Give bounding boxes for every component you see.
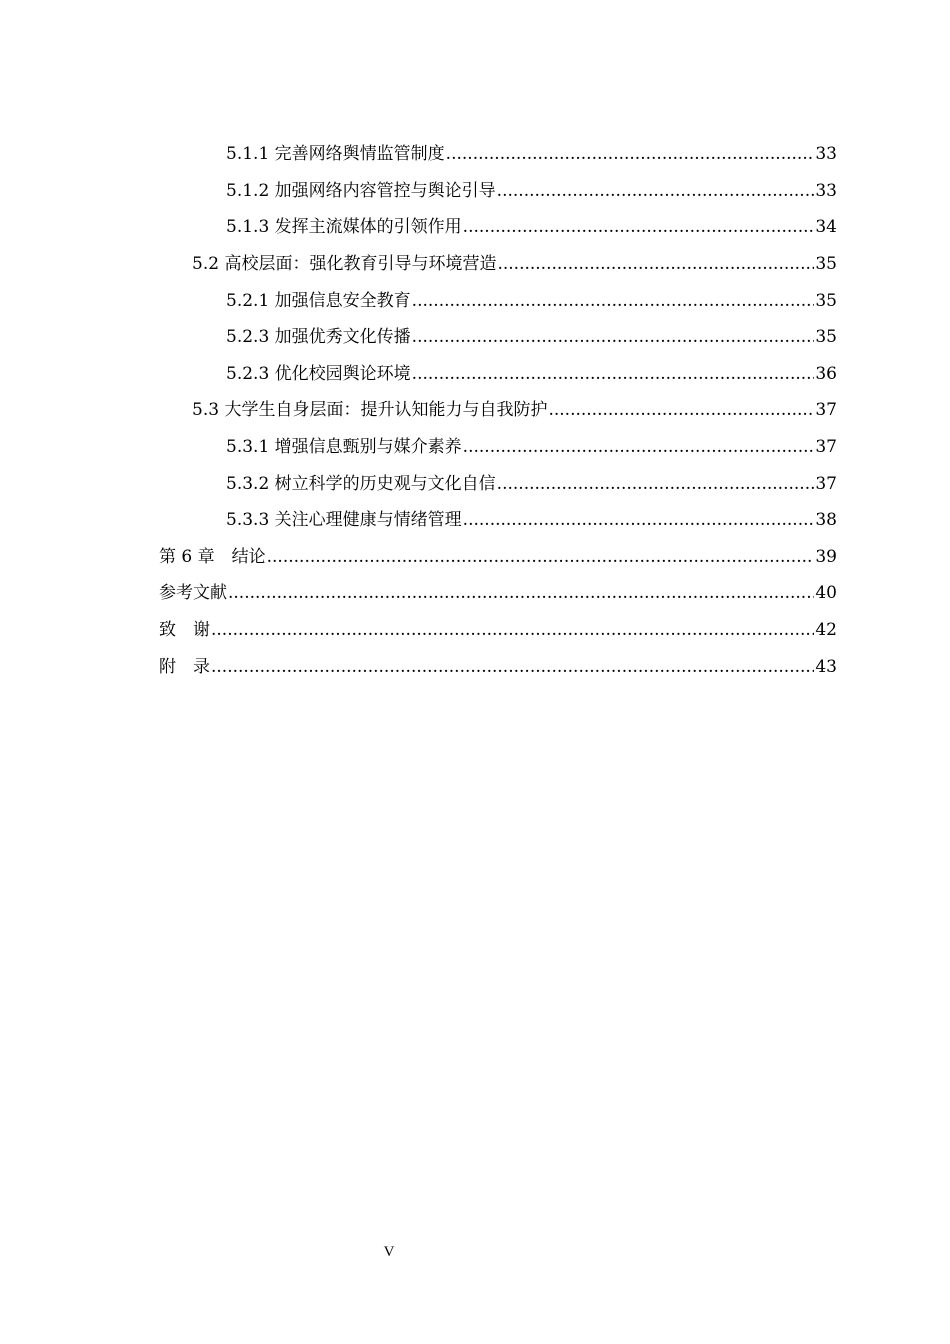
- toc-entry-page: 38: [815, 510, 837, 531]
- toc-entry-title: 5.3.3 关注心理健康与情绪管理: [226, 510, 462, 531]
- toc-entry[interactable]: [0, 282, 950, 319]
- toc-entry-page: 35: [815, 327, 837, 348]
- toc-entry-page: 42: [815, 620, 837, 641]
- toc-entry-title: 致 谢: [159, 620, 210, 641]
- toc-entry-page: 35: [815, 254, 837, 275]
- toc-dot-leader: [211, 618, 814, 642]
- toc-dot-leader: [497, 472, 815, 496]
- toc-entry-title: 5.3.2 树立科学的历史观与文化自信: [226, 473, 496, 494]
- toc-dot-leader: [497, 252, 814, 276]
- toc-entry-title: 第 6 章 结论: [159, 546, 266, 567]
- toc-entry[interactable]: [0, 465, 950, 502]
- toc-dot-leader: [497, 179, 815, 203]
- toc-entry-title: 5.1.3 发挥主流媒体的引领作用: [226, 217, 462, 238]
- toc-entry-page: 34: [815, 217, 837, 238]
- toc-entry[interactable]: [0, 612, 950, 649]
- toc-entry-page: 37: [815, 473, 837, 494]
- toc-entry-title: 附 录: [159, 656, 210, 677]
- toc-entry-page: 33: [815, 144, 837, 165]
- toc-dot-leader: [412, 362, 815, 386]
- toc-entry-title: 5.2.3 优化校园舆论环境: [226, 363, 411, 384]
- toc-dot-leader: [463, 215, 815, 239]
- toc-entry-page: 39: [815, 546, 837, 567]
- toc-dot-leader: [267, 545, 815, 569]
- toc-entry-page: 40: [815, 583, 837, 604]
- toc-entry[interactable]: [0, 392, 950, 429]
- toc-entry-page: 43: [815, 656, 837, 677]
- toc-dot-leader: [548, 398, 814, 422]
- toc-entry-page: 33: [815, 180, 837, 201]
- page-number: V: [383, 1244, 395, 1260]
- toc-entry[interactable]: [0, 648, 950, 685]
- toc-entry[interactable]: [0, 136, 950, 173]
- toc-entry[interactable]: [0, 429, 950, 466]
- toc-dot-leader: [412, 325, 815, 349]
- toc-entry[interactable]: [0, 356, 950, 393]
- toc-dot-leader: [211, 655, 814, 679]
- toc-entry-title: 5.2.1 加强信息安全教育: [226, 290, 411, 311]
- toc-entry-title: 5.1.1 完善网络舆情监管制度: [226, 144, 445, 165]
- table-of-contents: [0, 136, 950, 685]
- toc-entry[interactable]: [0, 209, 950, 246]
- toc-entry-title: 5.1.2 加强网络内容管控与舆论引导: [226, 180, 496, 201]
- toc-entry[interactable]: [0, 173, 950, 210]
- toc-entry-page: 37: [815, 437, 837, 458]
- toc-entry-title: 参考文献: [159, 583, 227, 604]
- toc-dot-leader: [412, 289, 815, 313]
- toc-entry[interactable]: [0, 575, 950, 612]
- toc-entry[interactable]: [0, 319, 950, 356]
- toc-entry-title: 5.2 高校层面：强化教育引导与环境营造: [192, 254, 497, 275]
- toc-dot-leader: [463, 435, 815, 459]
- toc-entry-title: 5.2.3 加强优秀文化传播: [226, 327, 411, 348]
- toc-dot-leader: [446, 142, 815, 166]
- toc-entry[interactable]: [0, 246, 950, 283]
- toc-entry[interactable]: [0, 502, 950, 539]
- toc-entry-title: 5.3 大学生自身层面：提升认知能力与自我防护: [192, 400, 548, 421]
- toc-entry-page: 35: [815, 290, 837, 311]
- toc-entry-page: 36: [815, 363, 837, 384]
- toc-dot-leader: [228, 581, 814, 605]
- toc-entry-page: 37: [815, 400, 837, 421]
- toc-entry[interactable]: [0, 539, 950, 576]
- toc-entry-title: 5.3.1 增强信息甄别与媒介素养: [226, 437, 462, 458]
- toc-dot-leader: [463, 508, 815, 532]
